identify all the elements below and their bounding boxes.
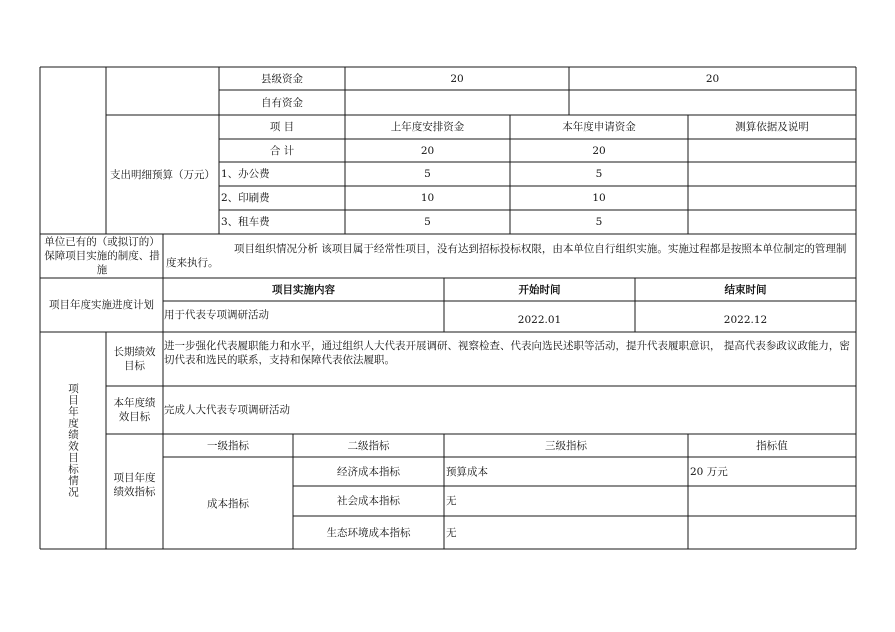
long-term-label: 长期绩效目标 (113, 346, 156, 372)
schedule-end: 2022.12 (723, 313, 768, 326)
budget-row-prev: 10 (420, 192, 435, 204)
budget-row-item: 2、印刷费 (221, 192, 270, 204)
budget-row-curr: 20 (592, 144, 606, 157)
indicator-header-level3: 三级指标 (545, 439, 587, 452)
annual-goal-text: 完成人大代表专项调研活动 (164, 404, 290, 416)
own-funds-label: 自有资金 (261, 96, 303, 109)
budget-header-basis: 测算依据及说明 (735, 121, 809, 133)
long-term-text: 进一步强化代表履职能力和水平，通过组织人大代表开展调研、视察检查、代表向选民述职等活动，提升代表履职意识， 提高代表参政议政能力，密切代表和选民的联系，支持和保障代表依法履职。 (164, 340, 850, 366)
budget-row-item: 3、租车费 (221, 216, 270, 228)
performance-section-label: 项目年度绩效目标情况 (67, 383, 79, 498)
indicator-level3: 无 (446, 495, 457, 507)
budget-header-curr: 本年度申请资金 (562, 121, 636, 133)
indicator-value: 20 万元 (690, 465, 728, 478)
budget-row-curr: 10 (592, 192, 606, 204)
county-funds-prev: 20 (450, 72, 464, 85)
budget-header-item: 项 目 (269, 121, 295, 133)
budget-row-prev: 20 (420, 144, 435, 157)
budget-row-prev: 5 (424, 216, 431, 228)
indicator-level2: 社会成本指标 (337, 495, 400, 507)
indicator-level1: 成本指标 (207, 498, 249, 510)
annual-goal-label: 本年度绩效目标 (113, 397, 156, 423)
budget-row-item: 合 计 (269, 144, 295, 157)
budget-row-curr: 5 (595, 168, 603, 180)
schedule-start: 2022.01 (517, 313, 562, 326)
indicator-level3: 预算成本 (446, 465, 488, 478)
indicator-header-level1: 一级指标 (207, 439, 249, 452)
budget-section-label: 支出明细预算（万元） (110, 168, 215, 181)
schedule-header-content: 项目实施内容 (272, 283, 335, 296)
indicator-level2: 经济成本指标 (337, 465, 400, 478)
budget-header-prev: 上年度安排资金 (390, 121, 465, 133)
system-text: 项目组织情况分析 该项目属于经常性项目，没有达到招标投标权限，由本单位自行组织实施。实施过程都是按照本单位制定的管理制度来执行。 (166, 243, 847, 269)
budget-row-prev: 5 (424, 168, 431, 180)
indicator-header-value: 指标值 (756, 439, 788, 452)
indicator-label: 项目年度绩效指标 (113, 471, 156, 498)
schedule-content: 用于代表专项调研活动 (164, 308, 269, 321)
county-funds-label: 县级资金 (261, 72, 303, 85)
indicator-level3: 无 (446, 526, 457, 539)
performance-section-cell (40, 332, 106, 549)
budget-row-item: 1、办公费 (221, 168, 270, 180)
county-funds-curr: 20 (705, 72, 720, 85)
system-label: 单位已有的（或拟订的）保障项目实施的制度、措施 (44, 236, 160, 276)
indicator-header-level2: 二级指标 (347, 439, 390, 452)
indicator-value (690, 486, 856, 516)
schedule-header-end: 结束时间 (724, 283, 767, 296)
indicator-value (690, 516, 856, 549)
schedule-label: 项目年度实施进度计划 (49, 299, 154, 311)
indicator-level2: 生态环境成本指标 (326, 526, 411, 539)
budget-row-curr: 5 (595, 216, 603, 228)
schedule-header-start: 开始时间 (518, 283, 561, 296)
